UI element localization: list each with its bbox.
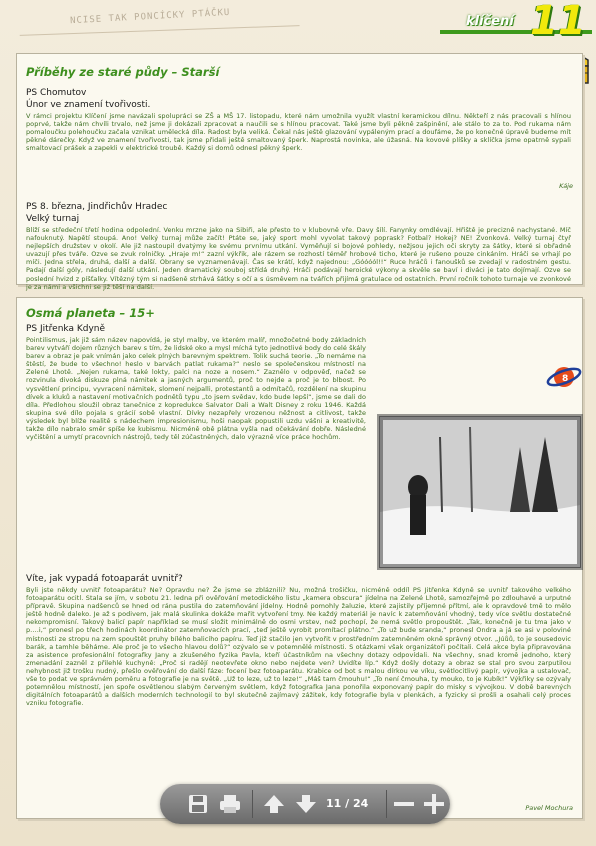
pdf-toolbar [160,784,450,824]
article-title: Osmá planeta – 15+ [26,306,155,320]
svg-text:8: 8 [562,374,569,384]
toolbar-separator [386,790,387,818]
arrow-down-icon[interactable] [294,792,318,816]
section-subheading: Únor ve znamení tvořivosti. [26,100,151,110]
article-body: Byli jste někdy uvnitř fotoaparátu? Ne? Opravdu ne? Že jsme se zbláznili? Nu, možná trošičku, nicméně oddíl PS Jitřenka Kdyně se uvnitř takového velkého fotoaparátu ocitl. Stala se jím, v sobotu 21. ledna při ověřování metodického listu „kamera obscura“ jídelna na Zelené Lhotě, samozřejmě po zdlouhavé a urputné přípravě. Skupina nadšenců se hned od rána pustila do zatemňování jídelny. Hodně pomohly žaluzie, které zajistily příjemné přítmí, ale k opravdové tmě to mělo ještě hodně daleko. Je až s podivem, jak malá skulinka dokáže mařit vytvoření tmy. Ne každý materiál je navíc k zatemňování vhodný, tedy více světlu dostatečné nekompromisní. Takový balicí papír například se musí složit minimálně do osmi vrstev, než pochopí, že nemá světlo propouštět. „Tak, konečně je tu tma jako v p….i,“ pronesl po třech hodinách koordinátor zatemňovacích prací, „teď ještě vyrobit promítací plátno.“ „To už bude sranda,“ pronesl Ondra a já se asi v poloviné místnosti ze stropu na zem spouštět pruhy bílého balicího papíru. Teď již stačilo jen vytvořit v prostředním zatemněném okně správný otvor. „Júůů, to je sousedovic barák, a tamhle běháme. Ale proč je to všecho hlavou dolů?“ ozývalo se v potemnělé místnosti. S otázkami však organizátoři počítali. Celá akce byla připravována za asistence profesionální fotografky Jany a zkušeného fyzika Pavla, kteří účastníkům na všechny dotazy odpovídali. Na všechny, snad kromě jednoho, který zmenadání zazněl z přilehlé kuchyně: „Proč si radějí neotevřete okno nebo nejdete ven? Uvidíte líp.“ Když došly dotazy a obraz se stal pro svou zarputilou nehybnost již trošku nudný, přešlo ověřování do další fáze: focení bez fotoaparátu. Krabice od bot s malou dírkou ve víku, světlocitlivý papír, vývojka a ustalovač, vše to podat ve správném poměru a fotografie je na světě. „Už to leze, už to leze!“ „Máš tam čmouhu!“ „To není čmouha, ty mouko, to je Kubík!“ Výkřiky se ozývaly potemnělou místností, jen spoře osvětlenou slabým červeným světlem, když fotografka Jana ponořila exponovaný papír do misky s vývojkou. V době barevných digitálních fotoaparátů a dalších moderních technologií to byl skutečně zajímavý zážitek, kdy fotografie byla v plenkách, a fyzicky si prošli a osahali celý proces vzniku fotografie. [26,586,571,708]
article-title: Příběhy ze staré půdy – Starší [26,65,220,79]
article-box-stare-pudy [16,53,583,291]
section-heading: PS Chomutov [26,88,87,98]
background-scribble: NCISE TAK PONCÍCKY PTÁČKU [69,7,231,27]
section-heading: PS 8. března, Jindřichův Hradec [26,202,168,212]
header-label: klíčení [466,14,514,29]
signature: Pavel Mochura [525,804,573,812]
page-indicator[interactable]: 11 / 24 [326,797,369,810]
section-heading: Víte, jak vypadá fotoaparát uvnitř? [26,574,183,584]
toolbar-separator [252,790,253,818]
arrow-up-icon[interactable] [262,792,286,816]
background-line [20,25,301,56]
signature: Káje [559,182,573,190]
article-body: V rámci projektu Klíčení jsme navázali spolupráci se ZŠ a MŠ 17. listopadu, které nám umožnila využít vlastní keramickou dílnu. Někteří z nás pracovali s hlínou poprvé, takže nám chvíli trvalo, než jsme ji dokázali zpracovat a naučili se s hlínou pracovat. Také jsme byli pěkně zašpinění, ale stálo to za to. Pod rukama nám pomaloučku polehoučku začala vznikat umělecká díla. Radost byla veliká. Čekal nás ještě glazování vypáleným prací a doufáme, že po konečné úpravě budeme mít pěkné dárečky. Když ve znamení tvořivosti, tak jsme přidali ještě smaltovaný šperk. Naprostá novinka, ale úžasná. Na kovové plíšky a sklíčka jsme opatrně sypali smaltovací prášek a zapekli v elektrické troubě. Každý si domů odnesl pěkný šperk. [26,112,571,153]
save-icon[interactable] [186,792,210,816]
photo-image [380,417,580,567]
section-subheading: Velký turnaj [26,214,80,224]
zoom-in-icon[interactable] [422,792,446,816]
article-box-osma-planeta [16,297,583,819]
article-body: Pointilismus, jak již sám název napovídá, je styl malby, ve kterém malíř, množočetné body základních barev vytváří dojem různých barev s tím, že lidské oko a mysl míchá tyto jednotlivé body do celé škály barev a obraz je pak vnímán jako celek plných barevným spektrem. Tolik suchá teorie. „To nemáme na štěstí, že bude to všechno! heslo v barvách patlat rukama?“ neslo se společenskou místností na Zelené Lhotě. „Nejen rukama, také lokty, palci na noze a nosem.“ Zaznělo v odpověď, načež se rozvinula divoká diskuze plná námitek a jasných argumentů, proč to nejde a proč je to blbost. Po vysvětlení principu, vyvracení námitek, slomení nejpalli, protestantů a odmítačů, rozdělení na skupinu dívek a kluků a nastavení motivačních podnětů typu „to jsem svědav, kdo bude lepší“, jsme se dali do díla. Předlohou sloužil obraz tanečnice z kopredukce Salvator Dali a Walt Disney z roku 1946. Každá skupina své dílo pojala s grácií sobě vlastní. Dívky nezapřely vrozenou něžnost a citlivost, takže výsledek byl blíže realitě s nádechem impresionismu, hoši naopak popustili uzdu vášni a kreativitě, takže dílo nabralo směr spíše ke kubismu. Nicméně obě plátna vyšla nad očekávání dobře. Následné vyčištění a umytí pracovních nástrojů, tedy těl zúčastněných, dalo výrazně více práce hochům. [26,336,366,442]
article-body: Blíží se středeční třetí hodina odpolední. Venku mrzne jako na Sibiři, ale přesto to v klubovně vře. Davy šílí. Fanynky omdlévají. Hřiště je precizně nachystané. Míč nafouknutý. Napětí stoupá. Ano! Velký turnaj může začít! Ptáte se, jaký sport mohl vyvolat takový poprask? Fotbal? Hokej? NE! Zvonková. Velký turnaj čtyř nejlepších družstev v okolí. Ale již nastoupil dvatýmy ke svému prvnímu utkání. Vyměňují si bojové pohledy, nežjsou jejich oči skryty za šátky, které si obřadně uvazují přes tváře. Ozve se zvuk rolničky. „Hraje m!“ zazní výkřik, ale rázem se rozhostí téměř hrobové ticho, které je rušeno pouze cinkáním. Hráči se vrhají po míči. Jedna střela, druhá, další a další. Obrany se vyznamenávají. Čas se krátí, když najednou: „Góóóól!!“ Ruce hráčů i fanoušků se zvedají v radostném gestu. Padají další góly, následují další utkání. Jeden dramatický souboj střídá druhý. Hráči podávají heroické výkony a skvěle se baví i diváci je tato dojímají. Ozve se poslední hvizd z píšťalky. Vítězný tým si nadšeně strhává šátky s očí a s úsměvem na tvářích přijímá gratulace od ostatních. První ročník tohoto turnaje ve zvonkové je za námi a všichni se již těší na další. [26,226,571,291]
section-heading: PS Jitřenka Kdyně [26,324,106,334]
page-number: 11 [530,0,586,44]
photo-snowy-landscape [379,416,581,568]
zoom-out-icon[interactable] [392,792,416,816]
print-icon[interactable] [218,792,242,816]
planet-icon [546,362,582,392]
